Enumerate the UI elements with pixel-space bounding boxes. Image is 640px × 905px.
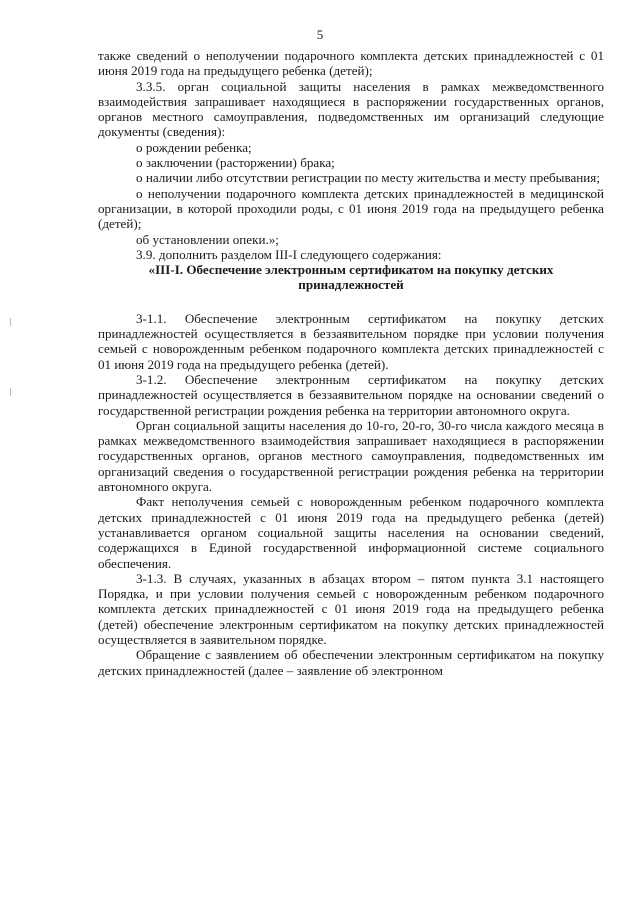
section-heading: «III-I. Обеспечение электронным сертификатом на покупку детских принадлежностей	[148, 262, 554, 293]
list-item: о заключении (расторжении) брака;	[136, 155, 335, 171]
page-number: 5	[316, 27, 324, 42]
list-item: о наличии либо отсутствии регистрации по месту жительства и месту пребывания;	[136, 170, 600, 186]
paragraph: Факт неполучения семьей с новорожденным ребенком подарочного комплекта детских принадлежностей с 01 июня 2019 года на предыдущего ребенка (детей) устанавливается органом социальной защиты населения на основании сведений, содержащихся в Единой государственной информационной системе социального обеспечения.	[98, 494, 604, 571]
spacer	[98, 293, 604, 311]
paragraph: 3-1.2. Обеспечение электронным сертификатом на покупку детских принадлежностей осуществляется в беззаявительном порядке на основании сведений о государственной регистрации рождения ребенка на территории автономного округа.	[98, 371, 604, 418]
paragraph: 3-1.3. В случаях, указанных в абзацах втором – пятом пункта 3.1 настоящего Порядка, и при условии получения семьей с новорожденным ребенком подарочного комплекта детских принадлежностей с 01 июня 2019 года на предыдущего ребенка (детей) обеспечение электронным сертификатом на покупку детских принадлежностей осуществляется в заявительном порядке.	[98, 570, 604, 647]
paragraph: 3-1.1. Обеспечение электронным сертификатом на покупку детских принадлежностей осуществляется в беззаявительном порядке при условии получения семьей с новорожденным ребенком подарочного комплекта детских принадлежностей с 01 июня 2019 года на предыдущего ребенка (детей).	[98, 310, 604, 372]
margin-scan-mark	[10, 318, 11, 326]
list-item: о неполучении подарочного комплекта детских принадлежностей в медицинской организации, в которой проходили роды, с 01 июня 2019 года на предыдущего ребенка (детей);	[98, 185, 604, 232]
paragraph: 3.9. дополнить разделом III-I следующего содержания:	[136, 246, 442, 262]
paragraph: также сведений о неполучении подарочного комплекта детских принадлежностей с 01 июня 2019 года на предыдущего ребенка (детей);	[98, 48, 604, 79]
paragraph: 3.3.5. орган социальной защиты населения в рамках межведомственного взаимодействия запрашивает находящиеся в распоряжении государственных органов, органов местного самоуправления, подведомственных им организаций следующие документы (сведения):	[98, 78, 604, 140]
list-item: об установлении опеки.»;	[136, 231, 279, 247]
paragraph: Орган социальной защиты населения до 10-го, 20-го, 30-го числа каждого месяца в рамках межведомственного взаимодействия запрашивает находящиеся в распоряжении государственных органов, органов местного самоуправления, подведомственных им организаций сведения о государственной регистрации рождения ребенка на территории автономного округа.	[98, 417, 604, 495]
margin-scan-mark	[10, 388, 11, 396]
list-item: о рождении ребенка;	[136, 139, 252, 155]
paragraph: Обращение с заявлением об обеспечении электронным сертификатом на покупку детских принадлежностей (далее – заявление об электронном	[98, 647, 604, 678]
document-body	[98, 48, 604, 678]
